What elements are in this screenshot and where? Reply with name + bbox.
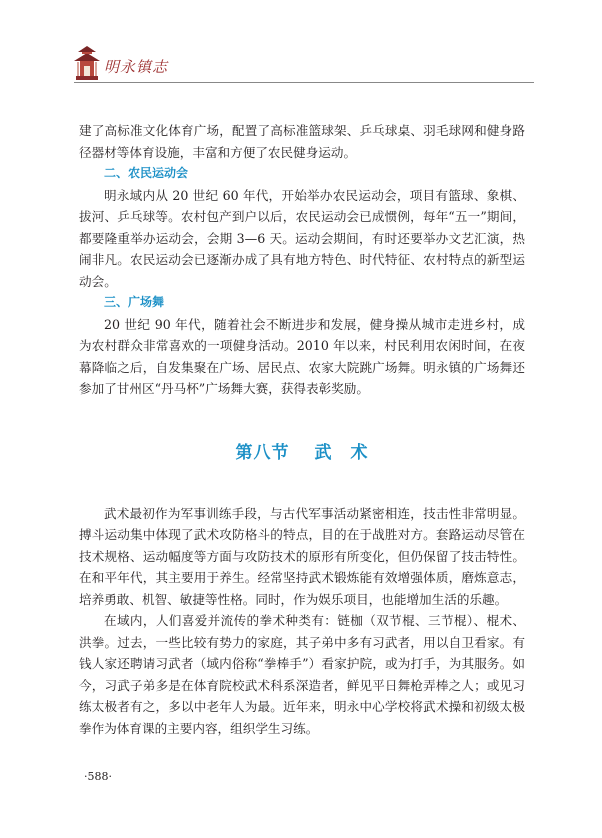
page-header bbox=[74, 46, 544, 80]
square-dance-paragraph: 20 世纪 90 年代，随着社会不断进步和发展，健身操从城市走进乡村，成为农村群众非常喜欢的一项健身活动。2010 年以来，村民利用农闲时间，在夜幕降临之后，自发集聚在广场、居民点、农家大院跳广场舞。明永镇的广场舞还参加了甘州区“丹马杯”广场舞大赛，获得表彰奖励。 bbox=[79, 316, 525, 396]
page-content bbox=[79, 120, 525, 739]
page-number: ·588· bbox=[84, 770, 112, 783]
pagoda-logo-icon bbox=[74, 46, 100, 80]
intro-paragraph: 建了高标准文化体育广场，配置了高标准篮球架、乒乓球桌、羽毛球网和健身路径器材等体育设施，丰富和方便了农民健身运动。 bbox=[79, 123, 525, 160]
martial-arts-paragraph-2: 在域内，人们喜爱并流传的拳术种类有：链枷（双节棍、三节棍）、棍术、洪拳。过去，一些比较有势力的家庭，其子弟中多有习武者，用以自卫看家。有钱人家还聘请习武者（域内俗称“拳棒手”）看家护院，或为打手，为其服务。如今，习武子弟多是在体育院校武术科系深造者，鲜见平日舞枪弄棒之人；或见习练太极者有之，多以中老年人为最。近年来，明永中心学校将武术操和初级太极拳作为体育课的主要内容，组织学生习练。 bbox=[79, 613, 525, 736]
martial-arts-paragraph-1: 武术最初作为军事训练手段，与古代军事活动紧密相连，技击性非常明显。搏斗运动集中体现了武术攻防格斗的特点，目的在于战胜对方。套路运动尽管在技术规格、运动幅度等方面与攻防技术的原形有所变化，但仍保留了技击特性。在和平年代，其主要用于养生。经常坚持武术锻炼能有效增强体质，磨炼意志，培养勇敢、机智、敏捷等性格。同时，作为娱乐项目，也能增加生活的乐趣。 bbox=[79, 505, 525, 607]
logo-text: 明永镇志 bbox=[104, 58, 169, 76]
sub-heading-square-dance: 三、广场舞 bbox=[104, 295, 165, 309]
header-divider bbox=[74, 82, 534, 83]
farmer-games-paragraph: 明永域内从 20 世纪 60 年代，开始举办农民运动会，项目有篮球、象棋、拔河、乒乓球等。农村包产到户以后，农民运动会已成惯例，每年“五一”期间，都要隆重举办运动会，会期 3—6 天。运动会期间，有时还要举办文艺汇演，热闹非凡。农民运动会已逐渐办成了具有地方特色、时代特征、农村特点的新型运动会。 bbox=[79, 187, 525, 289]
sub-heading-farmer-games: 二、农民运动会 bbox=[104, 166, 189, 180]
section-title-martial-arts: 第八节 武 术 bbox=[235, 442, 369, 463]
